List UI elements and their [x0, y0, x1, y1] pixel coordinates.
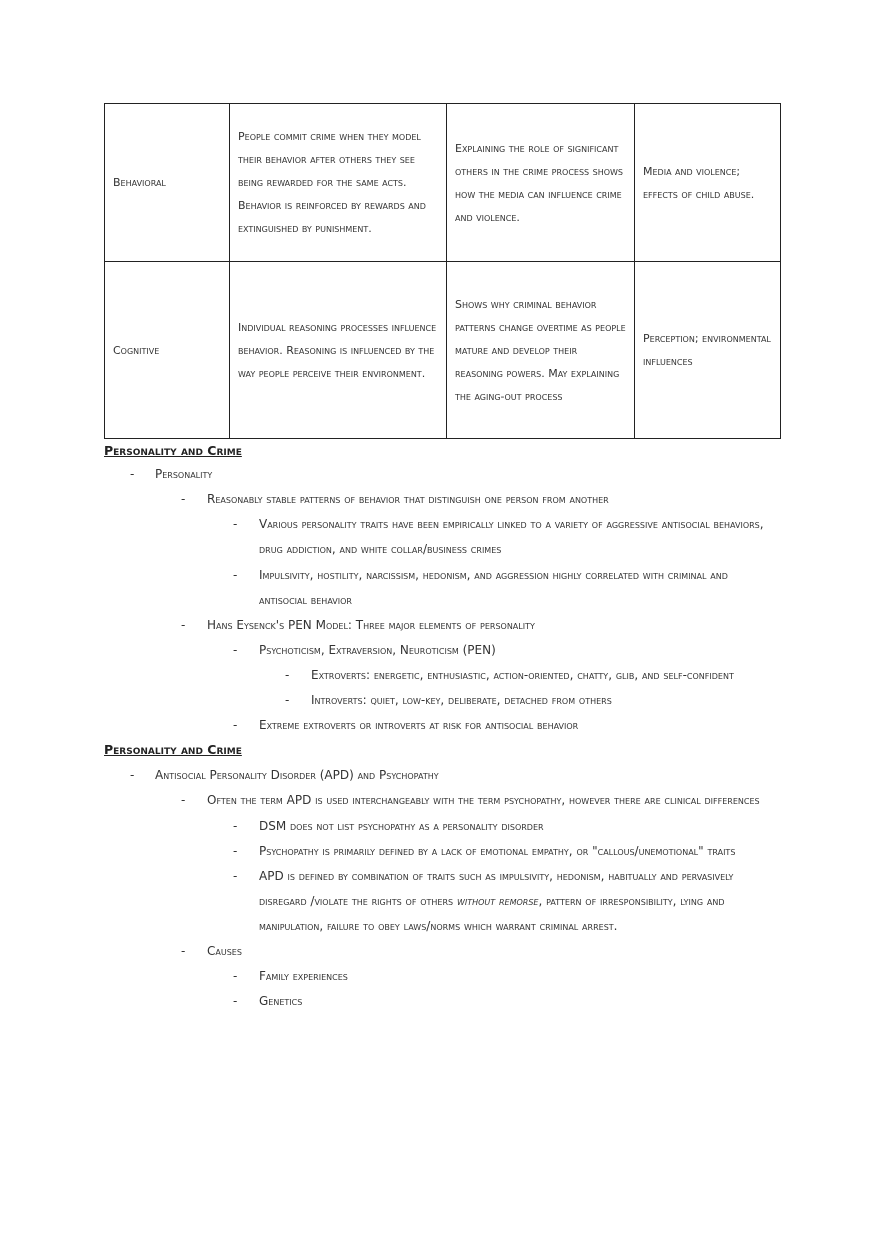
outline-item: Introverts: quiet, low-key, deliberate, detached from others	[311, 693, 612, 707]
theory-description: People commit crime when they model their behavior after others they see being rewarded for the same acts. Behavior is reinforced by rewards and extinguished by punishment.	[230, 104, 447, 262]
bullet-dash: -	[233, 869, 238, 883]
outline-item: Genetics	[259, 994, 303, 1008]
table-row	[105, 104, 781, 262]
text-run: , pattern of irresponsibility, lying and	[538, 894, 725, 908]
outline-item: Family experiences	[259, 969, 348, 983]
bullet-dash: -	[233, 844, 238, 858]
outline-item: Psychoticism, Extraversion, Neuroticism (PEN)	[259, 643, 496, 657]
bullet-dash: -	[181, 944, 186, 958]
bullet-dash: -	[233, 643, 238, 657]
text-run: disregard /violate the rights of others	[259, 894, 457, 908]
emphasis-text: without remorse	[456, 894, 539, 908]
bullet-dash: -	[233, 718, 238, 732]
theory-name: Behavioral	[105, 104, 230, 262]
bullet-dash: -	[233, 994, 238, 1008]
bullet-dash: -	[130, 467, 135, 481]
outline-item-continued: drug addiction, and white collar/business crimes	[259, 542, 502, 556]
section-heading: Personality and Crime	[104, 742, 242, 757]
outline-item-continued: antisocial behavior	[259, 593, 352, 607]
bullet-dash: -	[181, 793, 186, 807]
outline-item-continued	[259, 894, 725, 908]
outline-item: Impulsivity, hostility, narcissism, hedonism, and aggression highly correlated with criminal and	[259, 568, 728, 582]
theory-name: Cognitive	[105, 262, 230, 439]
bullet-dash: -	[233, 819, 238, 833]
bullet-dash: -	[181, 492, 186, 506]
theory-contribution: Explaining the role of significant others in the crime process shows how the media can influence crime and violence.	[447, 104, 635, 262]
theory-table	[104, 103, 781, 439]
theory-focus: Media and violence; effects of child abuse.	[635, 104, 781, 262]
outline-item: Often the term APD is used interchangeably with the term psychopathy, however there are clinical differences	[207, 793, 760, 807]
outline-item: Extroverts: energetic, enthusiastic, action-oriented, chatty, glib, and self-confident	[311, 668, 734, 682]
bullet-dash: -	[285, 693, 290, 707]
bullet-dash: -	[130, 768, 135, 782]
theory-description: Individual reasoning processes influence behavior. Reasoning is influenced by the way people perceive their environment.	[230, 262, 447, 439]
outline-item: Extreme extroverts or introverts at risk for antisocial behavior	[259, 718, 579, 732]
outline-item: Hans Eysenck's PEN Model: Three major elements of personality	[207, 618, 535, 632]
theory-contribution: Shows why criminal behavior patterns change overtime as people mature and develop their reasoning powers. May explaining the aging-out process	[447, 262, 635, 439]
outline-item-continued: manipulation, failure to obey laws/norms which warrant criminal arrest.	[259, 919, 618, 933]
outline-item: Psychopathy is primarily defined by a lack of emotional empathy, or "callous/unemotional" traits	[259, 844, 736, 858]
outline-item: Antisocial Personality Disorder (APD) and Psychopathy	[155, 768, 439, 782]
bullet-dash: -	[233, 568, 238, 582]
bullet-dash: -	[233, 969, 238, 983]
bullet-dash: -	[233, 517, 238, 531]
bullet-dash: -	[181, 618, 186, 632]
outline-item: Personality	[155, 467, 213, 481]
outline-item: DSM does not list psychopathy as a personality disorder	[259, 819, 544, 833]
outline-item: Reasonably stable patterns of behavior that distinguish one person from another	[207, 492, 609, 506]
bullet-dash: -	[285, 668, 290, 682]
outline-item: APD is defined by combination of traits such as impulsivity, hedonism, habitually and pervasively	[259, 869, 734, 883]
table-row	[105, 262, 781, 439]
theory-focus: Perception; environmental influences	[635, 262, 781, 439]
outline-item: Various personality traits have been empirically linked to a variety of aggressive antisocial behaviors,	[259, 517, 764, 531]
outline-item: Causes	[207, 944, 242, 958]
section-heading: Personality and Crime	[104, 443, 242, 458]
